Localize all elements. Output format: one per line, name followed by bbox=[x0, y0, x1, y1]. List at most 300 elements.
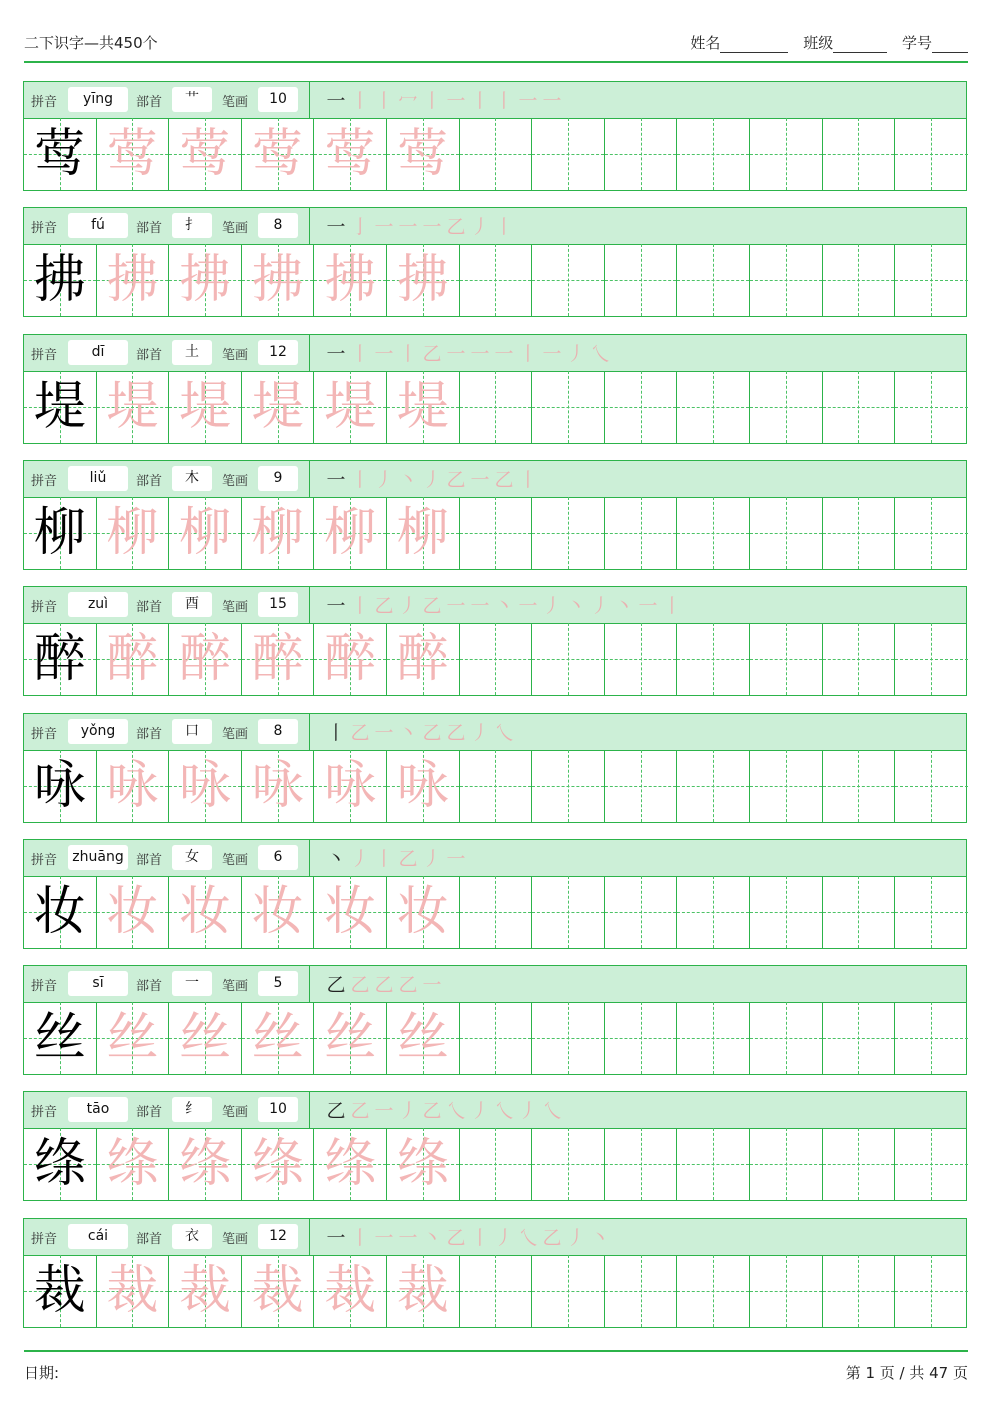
blank-writing-cell[interactable] bbox=[677, 118, 750, 190]
pinyin-label: 拼音 bbox=[31, 221, 58, 237]
blank-writing-cell[interactable] bbox=[605, 497, 678, 569]
tianzige-grid bbox=[24, 876, 966, 948]
trace-character: 裁 bbox=[324, 1260, 377, 1321]
page-number: 第 1 页 / 共 47 页 bbox=[845, 1364, 968, 1382]
blank-writing-cell[interactable] bbox=[823, 876, 896, 948]
trace-character: 绦 bbox=[106, 1134, 159, 1195]
blank-writing-cell[interactable] bbox=[823, 1002, 896, 1074]
number-blank[interactable] bbox=[932, 38, 968, 53]
pinyin-value: yīng bbox=[68, 87, 128, 112]
blank-writing-cell[interactable] bbox=[532, 1128, 605, 1200]
trace-character: 裁 bbox=[178, 1260, 231, 1321]
blank-writing-cell[interactable] bbox=[895, 750, 968, 822]
trace-cell bbox=[97, 1255, 170, 1327]
character-card bbox=[23, 965, 967, 1075]
pinyin-label: 拼音 bbox=[31, 979, 58, 995]
character-card bbox=[23, 1091, 967, 1201]
trace-cell bbox=[97, 244, 170, 316]
blank-writing-cell[interactable] bbox=[460, 244, 533, 316]
trace-character: 柳 bbox=[106, 502, 159, 563]
blank-writing-cell[interactable] bbox=[677, 371, 750, 443]
strokes-label: 笔画 bbox=[222, 473, 249, 489]
trace-cell bbox=[387, 750, 460, 822]
blank-writing-cell[interactable] bbox=[895, 497, 968, 569]
blank-writing-cell[interactable] bbox=[460, 118, 533, 190]
stroke-step: 丶 bbox=[398, 721, 418, 744]
radical-label: 部首 bbox=[136, 221, 163, 237]
stroke-step: 丿 bbox=[470, 721, 490, 744]
trace-cell bbox=[387, 623, 460, 695]
stroke-step: 丨 bbox=[518, 468, 538, 491]
trace-character: 醉 bbox=[251, 629, 304, 690]
stroke-step: 冖 bbox=[398, 90, 418, 112]
number-field[interactable] bbox=[902, 34, 968, 52]
blank-writing-cell[interactable] bbox=[750, 244, 823, 316]
blank-writing-cell[interactable] bbox=[823, 497, 896, 569]
character-card bbox=[23, 207, 967, 317]
radical-value: 衣 bbox=[172, 1224, 212, 1249]
character-info-bar bbox=[24, 714, 966, 751]
blank-writing-cell[interactable] bbox=[823, 244, 896, 316]
stroke-step: 一 bbox=[446, 342, 466, 365]
blank-writing-cell[interactable] bbox=[750, 371, 823, 443]
stroke-order-sequence bbox=[324, 339, 612, 369]
blank-writing-cell[interactable] bbox=[750, 623, 823, 695]
trace-character: 堤 bbox=[324, 376, 377, 437]
blank-writing-cell[interactable] bbox=[677, 1255, 750, 1327]
blank-writing-cell[interactable] bbox=[823, 623, 896, 695]
blank-writing-cell[interactable] bbox=[460, 1255, 533, 1327]
blank-writing-cell[interactable] bbox=[532, 750, 605, 822]
stroke-step: 一 bbox=[326, 216, 346, 239]
stroke-step: 丿 bbox=[470, 216, 490, 239]
stroke-step: 丿 bbox=[542, 595, 562, 618]
model-cell bbox=[24, 1002, 97, 1074]
model-cell bbox=[24, 118, 97, 190]
trace-cell bbox=[314, 1128, 387, 1200]
tianzige-grid bbox=[24, 244, 966, 316]
trace-cell bbox=[97, 497, 170, 569]
stroke-step: 乀 bbox=[590, 342, 610, 365]
date-label: 日期: bbox=[24, 1364, 60, 1382]
stroke-step: 一 bbox=[374, 721, 394, 744]
pinyin-value: sī bbox=[68, 971, 128, 996]
blank-writing-cell[interactable] bbox=[605, 244, 678, 316]
radical-value: 艹 bbox=[172, 87, 212, 112]
stroke-step: 乙 bbox=[326, 974, 346, 997]
character-card bbox=[23, 586, 967, 696]
trace-cell bbox=[169, 244, 242, 316]
stroke-step: 丨 bbox=[398, 342, 418, 365]
blank-writing-cell[interactable] bbox=[895, 244, 968, 316]
page-header bbox=[24, 30, 968, 60]
trace-character: 妆 bbox=[106, 881, 159, 942]
blank-writing-cell[interactable] bbox=[532, 118, 605, 190]
trace-cell bbox=[387, 1002, 460, 1074]
stroke-step: 丿 bbox=[470, 1100, 490, 1123]
radical-value: 纟 bbox=[172, 1097, 212, 1122]
character-info-bar bbox=[24, 966, 966, 1003]
pinyin-label: 拼音 bbox=[31, 852, 58, 868]
stroke-step: 丿 bbox=[398, 595, 418, 618]
blank-writing-cell[interactable] bbox=[750, 1255, 823, 1327]
radical-label: 部首 bbox=[136, 473, 163, 489]
stroke-step: 乀 bbox=[494, 721, 514, 744]
strokes-label: 笔画 bbox=[222, 1231, 249, 1247]
stroke-step: 丶 bbox=[566, 595, 586, 618]
stroke-step: 丨 bbox=[326, 721, 346, 744]
strokes-label: 笔画 bbox=[222, 221, 249, 237]
radical-label: 部首 bbox=[136, 1231, 163, 1247]
stroke-step: 丶 bbox=[422, 1226, 442, 1249]
blank-writing-cell[interactable] bbox=[750, 497, 823, 569]
blank-writing-cell[interactable] bbox=[532, 623, 605, 695]
trace-character: 咏 bbox=[178, 755, 231, 816]
blank-writing-cell[interactable] bbox=[532, 497, 605, 569]
name-field[interactable] bbox=[690, 34, 788, 52]
stroke-step: 一 bbox=[518, 90, 538, 112]
radical-label: 部首 bbox=[136, 347, 163, 363]
trace-cell bbox=[97, 623, 170, 695]
stroke-step: 一 bbox=[446, 595, 466, 618]
trace-character: 堤 bbox=[251, 376, 304, 437]
blank-writing-cell[interactable] bbox=[605, 623, 678, 695]
blank-writing-cell[interactable] bbox=[750, 876, 823, 948]
blank-writing-cell[interactable] bbox=[823, 371, 896, 443]
strokes-label: 笔画 bbox=[222, 600, 249, 616]
trace-character: 莺 bbox=[324, 124, 377, 184]
stroke-step: 乙 bbox=[422, 595, 442, 618]
trace-cell bbox=[97, 876, 170, 948]
blank-writing-cell[interactable] bbox=[823, 1128, 896, 1200]
stroke-step: 乙 bbox=[446, 468, 466, 491]
pinyin-label: 拼音 bbox=[31, 95, 58, 110]
model-character: 柳 bbox=[33, 502, 86, 563]
character-card bbox=[23, 713, 967, 823]
blank-writing-cell[interactable] bbox=[823, 118, 896, 190]
model-character: 裁 bbox=[33, 1260, 86, 1321]
trace-cell bbox=[314, 1002, 387, 1074]
stroke-step: 乙 bbox=[350, 1100, 370, 1123]
blank-writing-cell[interactable] bbox=[895, 1002, 968, 1074]
stroke-step: 乙 bbox=[398, 847, 418, 870]
pinyin-label: 拼音 bbox=[31, 600, 58, 616]
class-blank[interactable] bbox=[833, 38, 887, 53]
stroke-step: 一 bbox=[542, 342, 562, 365]
stroke-step: 丨 bbox=[470, 90, 490, 112]
blank-writing-cell[interactable] bbox=[605, 876, 678, 948]
stroke-step: 丨 bbox=[374, 90, 394, 112]
stroke-step: 乙 bbox=[374, 974, 394, 997]
blank-writing-cell[interactable] bbox=[677, 1002, 750, 1074]
tianzige-grid bbox=[24, 371, 966, 443]
trace-cell bbox=[242, 750, 315, 822]
blank-writing-cell[interactable] bbox=[460, 876, 533, 948]
trace-character: 莺 bbox=[251, 124, 304, 184]
trace-cell bbox=[387, 1128, 460, 1200]
stroke-step: 丿 bbox=[422, 847, 442, 870]
stroke-step: 丿 bbox=[494, 1226, 514, 1249]
stroke-step: 乙 bbox=[446, 721, 466, 744]
blank-writing-cell[interactable] bbox=[605, 750, 678, 822]
trace-cell bbox=[387, 876, 460, 948]
trace-character: 拂 bbox=[178, 250, 231, 311]
blank-writing-cell[interactable] bbox=[750, 750, 823, 822]
blank-writing-cell[interactable] bbox=[532, 244, 605, 316]
radical-label: 部首 bbox=[136, 726, 163, 742]
blank-writing-cell[interactable] bbox=[677, 623, 750, 695]
blank-writing-cell[interactable] bbox=[532, 371, 605, 443]
trace-character: 莺 bbox=[178, 124, 231, 184]
stroke-step: 一 bbox=[470, 595, 490, 618]
trace-character: 堤 bbox=[396, 376, 449, 437]
stroke-step: 一 bbox=[446, 847, 466, 870]
blank-writing-cell[interactable] bbox=[605, 1002, 678, 1074]
info-separator bbox=[309, 461, 310, 497]
blank-writing-cell[interactable] bbox=[460, 371, 533, 443]
trace-cell bbox=[169, 750, 242, 822]
name-blank[interactable] bbox=[720, 38, 788, 53]
blank-writing-cell[interactable] bbox=[895, 876, 968, 948]
blank-writing-cell[interactable] bbox=[605, 371, 678, 443]
stroke-step: 亅 bbox=[350, 216, 370, 239]
stroke-step: 一 bbox=[326, 90, 346, 112]
stroke-step: 一 bbox=[638, 595, 658, 618]
trace-cell bbox=[242, 876, 315, 948]
stroke-step: 丶 bbox=[494, 595, 514, 618]
stroke-order-sequence bbox=[324, 1096, 564, 1126]
blank-writing-cell[interactable] bbox=[677, 876, 750, 948]
stroke-step: 乙 bbox=[422, 342, 442, 365]
stroke-step: 乀 bbox=[446, 1100, 466, 1123]
trace-character: 妆 bbox=[396, 881, 449, 942]
stroke-step: 丨 bbox=[662, 595, 682, 618]
stroke-step: 丿 bbox=[518, 1100, 538, 1123]
stroke-step: 丶 bbox=[590, 1226, 610, 1249]
trace-cell bbox=[169, 876, 242, 948]
stroke-step: 丿 bbox=[374, 468, 394, 491]
blank-writing-cell[interactable] bbox=[677, 244, 750, 316]
trace-cell bbox=[314, 118, 387, 190]
blank-writing-cell[interactable] bbox=[823, 1255, 896, 1327]
blank-writing-cell[interactable] bbox=[532, 1002, 605, 1074]
stroke-step: 乙 bbox=[398, 974, 418, 997]
trace-cell bbox=[314, 623, 387, 695]
trace-cell bbox=[169, 371, 242, 443]
stroke-order-sequence bbox=[324, 465, 540, 495]
model-cell bbox=[24, 623, 97, 695]
stroke-step: 丿 bbox=[350, 847, 370, 870]
stroke-step: 丶 bbox=[398, 468, 418, 491]
stroke-step: 乙 bbox=[350, 974, 370, 997]
blank-writing-cell[interactable] bbox=[460, 497, 533, 569]
trace-character: 丝 bbox=[396, 1008, 449, 1069]
trace-character: 咏 bbox=[324, 755, 377, 816]
stroke-step: 乀 bbox=[494, 1100, 514, 1123]
blank-writing-cell[interactable] bbox=[677, 1128, 750, 1200]
stroke-step: 乀 bbox=[542, 1100, 562, 1123]
trace-cell bbox=[97, 371, 170, 443]
stroke-step: 丿 bbox=[566, 342, 586, 365]
blank-writing-cell[interactable] bbox=[750, 1128, 823, 1200]
class-field[interactable] bbox=[803, 34, 887, 52]
blank-writing-cell[interactable] bbox=[677, 497, 750, 569]
model-character: 咏 bbox=[33, 755, 86, 816]
trace-cell bbox=[387, 371, 460, 443]
blank-writing-cell[interactable] bbox=[895, 623, 968, 695]
blank-writing-cell[interactable] bbox=[605, 1255, 678, 1327]
stroke-step: 乙 bbox=[350, 721, 370, 744]
pinyin-value: zuì bbox=[68, 592, 128, 617]
character-info-bar bbox=[24, 587, 966, 624]
character-info-bar bbox=[24, 335, 966, 372]
trace-cell bbox=[242, 497, 315, 569]
stroke-step: 一 bbox=[542, 90, 562, 112]
blank-writing-cell[interactable] bbox=[823, 750, 896, 822]
blank-writing-cell[interactable] bbox=[895, 1128, 968, 1200]
character-info-bar bbox=[24, 461, 966, 498]
trace-character: 柳 bbox=[324, 502, 377, 563]
info-separator bbox=[309, 840, 310, 876]
model-character: 妆 bbox=[33, 881, 86, 942]
pinyin-value: cái bbox=[68, 1224, 128, 1249]
radical-label: 部首 bbox=[136, 1105, 163, 1121]
tianzige-grid bbox=[24, 750, 966, 822]
blank-writing-cell[interactable] bbox=[895, 1255, 968, 1327]
stroke-step: 一 bbox=[470, 342, 490, 365]
character-card bbox=[23, 1218, 967, 1328]
stroke-step: 一 bbox=[422, 974, 442, 997]
stroke-step: 丨 bbox=[350, 468, 370, 491]
strokes-label: 笔画 bbox=[222, 347, 249, 363]
stroke-step: 丨 bbox=[350, 342, 370, 365]
trace-character: 咏 bbox=[251, 755, 304, 816]
pinyin-value: fú bbox=[68, 213, 128, 238]
trace-cell bbox=[97, 118, 170, 190]
trace-cell bbox=[314, 497, 387, 569]
trace-character: 堤 bbox=[178, 376, 231, 437]
model-character: 丝 bbox=[33, 1008, 86, 1069]
trace-character: 柳 bbox=[396, 502, 449, 563]
info-separator bbox=[309, 208, 310, 244]
blank-writing-cell[interactable] bbox=[460, 750, 533, 822]
stroke-step: 丿 bbox=[590, 595, 610, 618]
radical-value: 一 bbox=[172, 971, 212, 996]
model-cell bbox=[24, 497, 97, 569]
trace-cell bbox=[387, 1255, 460, 1327]
character-info-bar bbox=[24, 208, 966, 245]
strokes-label: 笔画 bbox=[222, 1105, 249, 1121]
radical-value: 木 bbox=[172, 466, 212, 491]
header-divider bbox=[24, 61, 968, 63]
blank-writing-cell[interactable] bbox=[532, 876, 605, 948]
trace-character: 裁 bbox=[396, 1260, 449, 1321]
stroke-step: 丨 bbox=[494, 90, 514, 112]
strokes-value: 12 bbox=[258, 340, 298, 365]
stroke-step: 丨 bbox=[422, 90, 442, 112]
stroke-step: 一 bbox=[326, 595, 346, 618]
blank-writing-cell[interactable] bbox=[750, 1002, 823, 1074]
trace-character: 绦 bbox=[178, 1134, 231, 1195]
stroke-step: 乙 bbox=[422, 1100, 442, 1123]
trace-character: 绦 bbox=[251, 1134, 304, 1195]
pinyin-value: tāo bbox=[68, 1097, 128, 1122]
blank-writing-cell[interactable] bbox=[677, 750, 750, 822]
stroke-step: 一 bbox=[518, 595, 538, 618]
stroke-step: 乙 bbox=[374, 595, 394, 618]
trace-character: 丝 bbox=[106, 1008, 159, 1069]
blank-writing-cell[interactable] bbox=[895, 371, 968, 443]
character-info-bar bbox=[24, 1092, 966, 1129]
radical-label: 部首 bbox=[136, 979, 163, 995]
trace-cell bbox=[97, 750, 170, 822]
radical-label: 部首 bbox=[136, 852, 163, 868]
blank-writing-cell[interactable] bbox=[532, 1255, 605, 1327]
stroke-step: 一 bbox=[374, 1226, 394, 1249]
blank-writing-cell[interactable] bbox=[460, 623, 533, 695]
trace-character: 丝 bbox=[324, 1008, 377, 1069]
trace-character: 醉 bbox=[178, 629, 231, 690]
strokes-value: 5 bbox=[258, 971, 298, 996]
model-cell bbox=[24, 371, 97, 443]
stroke-step: 丿 bbox=[422, 468, 442, 491]
trace-cell bbox=[242, 244, 315, 316]
blank-writing-cell[interactable] bbox=[605, 118, 678, 190]
trace-cell bbox=[169, 1128, 242, 1200]
trace-cell bbox=[387, 244, 460, 316]
strokes-value: 9 bbox=[258, 466, 298, 491]
character-info-bar bbox=[24, 840, 966, 877]
character-info-bar bbox=[24, 1219, 966, 1256]
stroke-step: 丨 bbox=[470, 1226, 490, 1249]
blank-writing-cell[interactable] bbox=[605, 1128, 678, 1200]
page-title: 二下识字—共450个 bbox=[24, 34, 158, 52]
pinyin-label: 拼音 bbox=[31, 726, 58, 742]
stroke-step: 一 bbox=[470, 468, 490, 491]
stroke-step: 乀 bbox=[518, 1226, 538, 1249]
trace-character: 妆 bbox=[178, 881, 231, 942]
strokes-value: 15 bbox=[258, 592, 298, 617]
stroke-order-sequence bbox=[324, 86, 564, 116]
info-separator bbox=[309, 335, 310, 371]
pinyin-label: 拼音 bbox=[31, 473, 58, 489]
tianzige-grid bbox=[24, 1255, 966, 1327]
trace-character: 丝 bbox=[251, 1008, 304, 1069]
trace-cell bbox=[242, 1255, 315, 1327]
trace-character: 莺 bbox=[106, 124, 159, 184]
model-cell bbox=[24, 244, 97, 316]
trace-character: 绦 bbox=[396, 1134, 449, 1195]
stroke-order-sequence bbox=[324, 970, 444, 1000]
stroke-step: 一 bbox=[374, 342, 394, 365]
blank-writing-cell[interactable] bbox=[460, 1128, 533, 1200]
student-fields bbox=[680, 32, 968, 53]
info-separator bbox=[309, 1092, 310, 1128]
strokes-value: 8 bbox=[258, 213, 298, 238]
trace-character: 裁 bbox=[251, 1260, 304, 1321]
stroke-step: 一 bbox=[326, 468, 346, 491]
blank-writing-cell[interactable] bbox=[750, 118, 823, 190]
radical-label: 部首 bbox=[136, 95, 163, 110]
blank-writing-cell[interactable] bbox=[895, 118, 968, 190]
stroke-step: 丶 bbox=[614, 595, 634, 618]
trace-character: 堤 bbox=[106, 376, 159, 437]
footer-divider bbox=[24, 1350, 968, 1352]
trace-cell bbox=[97, 1128, 170, 1200]
model-cell bbox=[24, 1255, 97, 1327]
blank-writing-cell[interactable] bbox=[460, 1002, 533, 1074]
tianzige-grid bbox=[24, 497, 966, 569]
